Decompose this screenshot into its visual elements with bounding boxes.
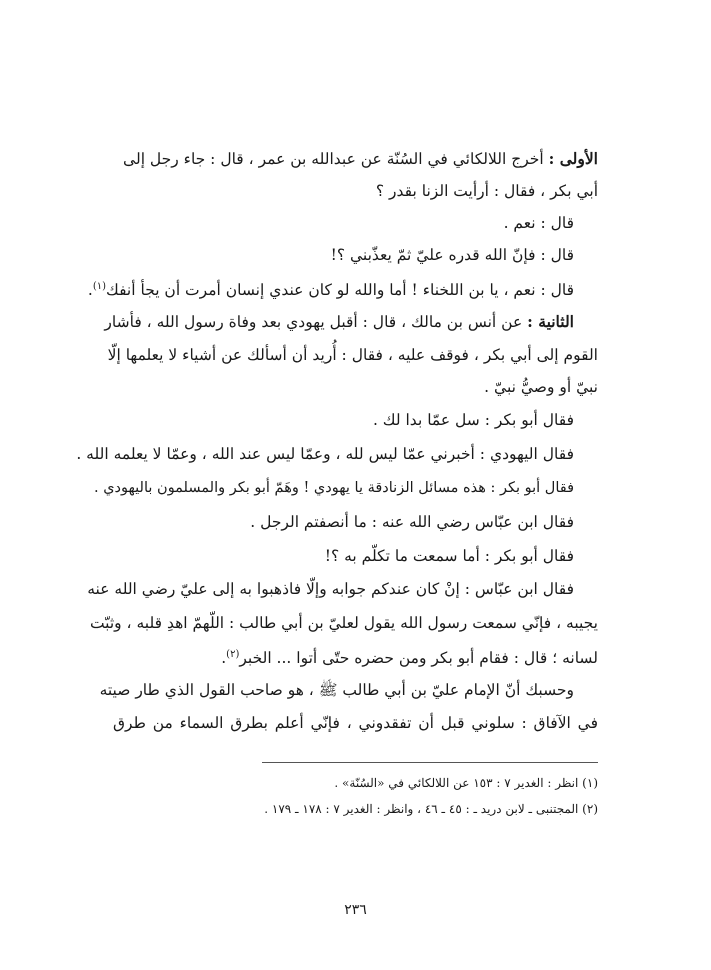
dialogue-line-11-tail: . [221, 649, 227, 668]
footnote-1: (١) انظر : الغدير ٧ : ١٥٣ عن اللالكائي في «السُنّة» . [334, 776, 598, 790]
dialogue-line-2: قال : فإنّ الله قدره عليّ ثمّ يعذّبني ؟! [330, 246, 574, 264]
dialogue-line-4: فقال أبو بكر : سل عمّا بدا لك . [372, 411, 574, 429]
paragraph-3-line-2: في الآفاق : سلوني قبل أن تفقدوني ، فإنّي أعلم بطرق السماء من طرق [113, 714, 598, 732]
dialogue-line-3 [87, 276, 598, 301]
dialogue-line-11 [113, 644, 598, 669]
dialogue-line-8: فقال أبو بكر : أما سمعت ما تكلّم به ؟! [324, 547, 574, 565]
paragraph-2-line-2: القوم إلى أبي بكر ، فوقف عليه ، فقال : أُريد أن أسألك عن أشياء لا يعلمها إلّا [107, 346, 598, 364]
dialogue-line-9: فقال ابن عبّاس : إنْ كان عندكم جوابه وإلّا فاذهبوا به إلى عليّ رضي الله عنه [87, 580, 574, 598]
paragraph-1-line-2: أبي بكر ، فقال : أرأيت الزنا بقدر ؟ [375, 182, 598, 200]
footnote-2: (٢) المجتنبى ـ لابن دريد ـ : ٤٥ ـ ٤٦ ، وانظر : الغدير ٧ : ١٧٨ ـ ١٧٩ . [264, 802, 598, 816]
dialogue-line-5: فقال اليهودي : أخبرني عمّا ليس لله ، وعمّا ليس عند الله ، وعمّا لا يعلمه الله . [76, 445, 574, 463]
dialogue-line-10: يجيبه ، فإنّي سمعت رسول الله يقول لعليّ بن أبي طالب : اللّهمّ اهدِ قلبه ، وثبّت [89, 614, 598, 632]
paragraph-3-line-1: وحسبك أنّ الإمام عليّ بن أبي طالب ﷺ ، هو صاحب القول الذي طار صيته [99, 681, 574, 699]
dialogue-line-7: فقال ابن عبّاس رضي الله عنه : ما أنصفتم الرجل . [250, 513, 574, 531]
paragraph-1-line-1-text: أخرج اللالكائي في السُنّة عن عبدالله بن عمر ، قال : جاء رجل إلى [123, 150, 544, 168]
footnote-ref-2: (٢) [226, 649, 240, 660]
page-number: ٢٣٦ [344, 902, 367, 918]
footnote-divider [262, 762, 598, 763]
paragraph-2-line-3: نبيّ أو وصيُّ نبيّ . [484, 378, 598, 396]
paragraph-1-label: الأولى : [548, 149, 598, 168]
paragraph-2-label: الثانية : [527, 312, 574, 331]
paragraph-2-line-1-text: عن أنس بن مالك ، قال : أقبل يهودي بعد وفاة رسول الله ، فأشار [104, 313, 523, 331]
dialogue-line-6: فقال أبو بكر : هذه مسائل الزنادقة يا يهودي ! وهَمّ أبو بكر والمسلمون باليهودي . [93, 480, 574, 496]
footnote-ref-1: (١) [92, 281, 107, 292]
dialogue-line-3-text: قال : نعم ، يا بن اللخناء ! أما والله لو كان عندي إنسان أمرت أن يجأ أنفك [106, 281, 574, 300]
dialogue-line-11-text: لسانه ؛ قال : فقام أبو بكر ومن حضره حتّى أتوا ... الخبر [239, 649, 598, 668]
paragraph-1-line-1 [113, 148, 598, 170]
paragraph-2-line-1 [104, 311, 598, 333]
dialogue-line-1: قال : نعم . [503, 214, 574, 232]
dialogue-line-3-tail: . [87, 281, 93, 300]
